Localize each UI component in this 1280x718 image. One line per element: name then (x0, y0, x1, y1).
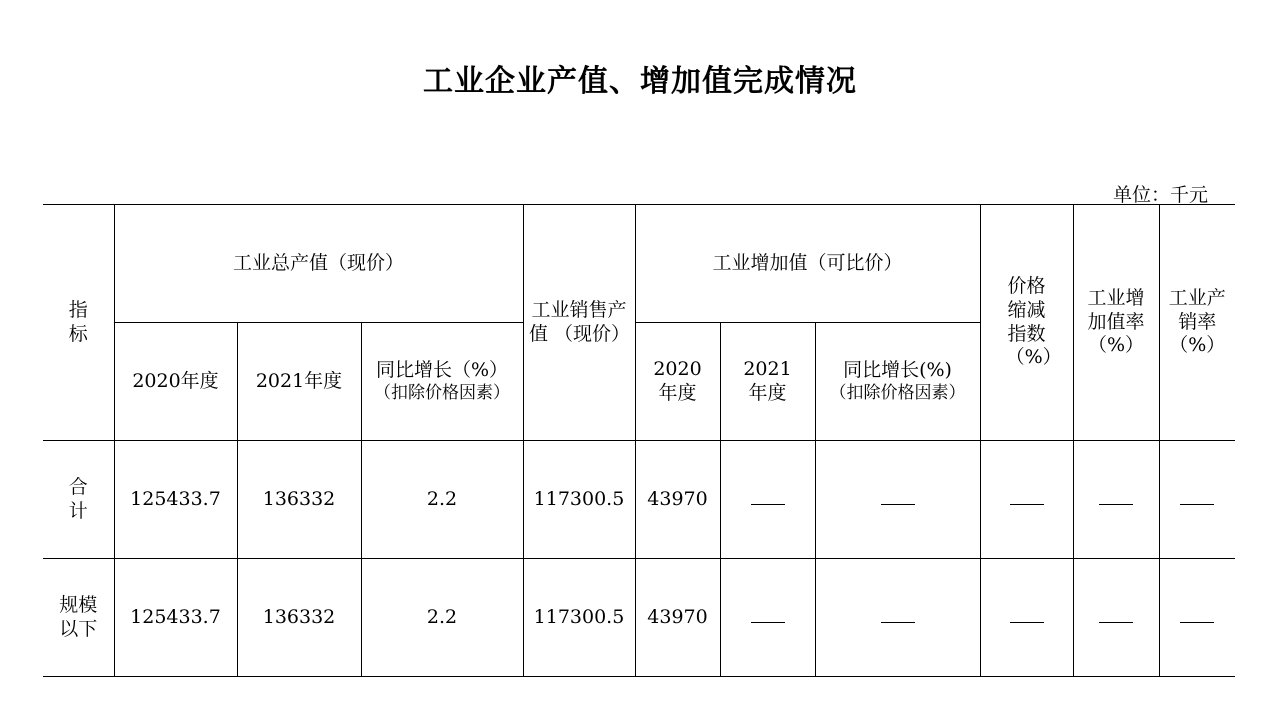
cell-va-2021 (720, 559, 815, 677)
header-go-yoy-note: （扣除价格因素） (374, 382, 510, 403)
header-va-yoy (815, 323, 980, 441)
cell-value-added-rate (1073, 441, 1159, 559)
cell-go-2021: 136332 (237, 441, 361, 559)
cell-va-2020: 43970 (635, 559, 720, 677)
header-go-yoy-label: 同比增长（%） (375, 359, 509, 381)
cell-sales-output: 117300.5 (523, 559, 635, 677)
page-title: 工业企业产值、增加值完成情况 (423, 64, 857, 99)
empty-dash (1099, 494, 1133, 505)
header-sales-output: 工业销售产值 （现价） (523, 205, 635, 441)
cell-price-deflator (980, 559, 1073, 677)
header-gross-output: 工业总产值（现价） (114, 205, 523, 323)
header-indicator: 指标 (43, 205, 114, 441)
empty-dash (881, 612, 915, 623)
cell-go-2020: 125433.7 (114, 559, 237, 677)
header-go-2021: 2021年度 (237, 323, 361, 441)
cell-sales-rate (1159, 559, 1235, 677)
empty-dash (1180, 612, 1214, 623)
cell-go-2021: 136332 (237, 559, 361, 677)
table-row (43, 441, 1235, 559)
cell-va-2021 (720, 441, 815, 559)
header-price-deflator: 价格缩减指数（%） (980, 205, 1073, 441)
cell-price-deflator (980, 441, 1073, 559)
cell-go-2020: 125433.7 (114, 441, 237, 559)
empty-dash (1010, 494, 1044, 505)
header-go-yoy (361, 323, 523, 441)
empty-dash (881, 494, 915, 505)
cell-go-yoy: 2.2 (361, 441, 523, 559)
empty-dash (751, 612, 785, 623)
header-va-yoy-label: 同比增长(%) (843, 359, 952, 381)
cell-va-2020: 43970 (635, 441, 720, 559)
empty-dash (1010, 612, 1044, 623)
header-va-2021: 2021年度 (720, 323, 815, 441)
header-row-1 (43, 205, 1235, 323)
header-va-yoy-note: （扣除价格因素） (829, 382, 966, 403)
row-label: 合计 (43, 441, 114, 559)
output-value-table (43, 204, 1235, 677)
header-value-added-rate: 工业增加值率（%） (1073, 205, 1159, 441)
empty-dash (751, 494, 785, 505)
cell-va-yoy (815, 441, 980, 559)
header-value-added: 工业增加值（可比价） (635, 205, 980, 323)
cell-value-added-rate (1073, 559, 1159, 677)
header-va-2020: 2020年度 (635, 323, 720, 441)
empty-dash (1180, 494, 1214, 505)
cell-va-yoy (815, 559, 980, 677)
cell-sales-output: 117300.5 (523, 441, 635, 559)
unit-label: 单位：千元 (1112, 184, 1208, 206)
empty-dash (1099, 612, 1133, 623)
row-label: 规模以下 (43, 559, 114, 677)
cell-sales-rate (1159, 441, 1235, 559)
cell-go-yoy: 2.2 (361, 559, 523, 677)
table-row (43, 559, 1235, 677)
header-sales-rate: 工业产销率（%） (1159, 205, 1235, 441)
header-go-2020: 2020年度 (114, 323, 237, 441)
